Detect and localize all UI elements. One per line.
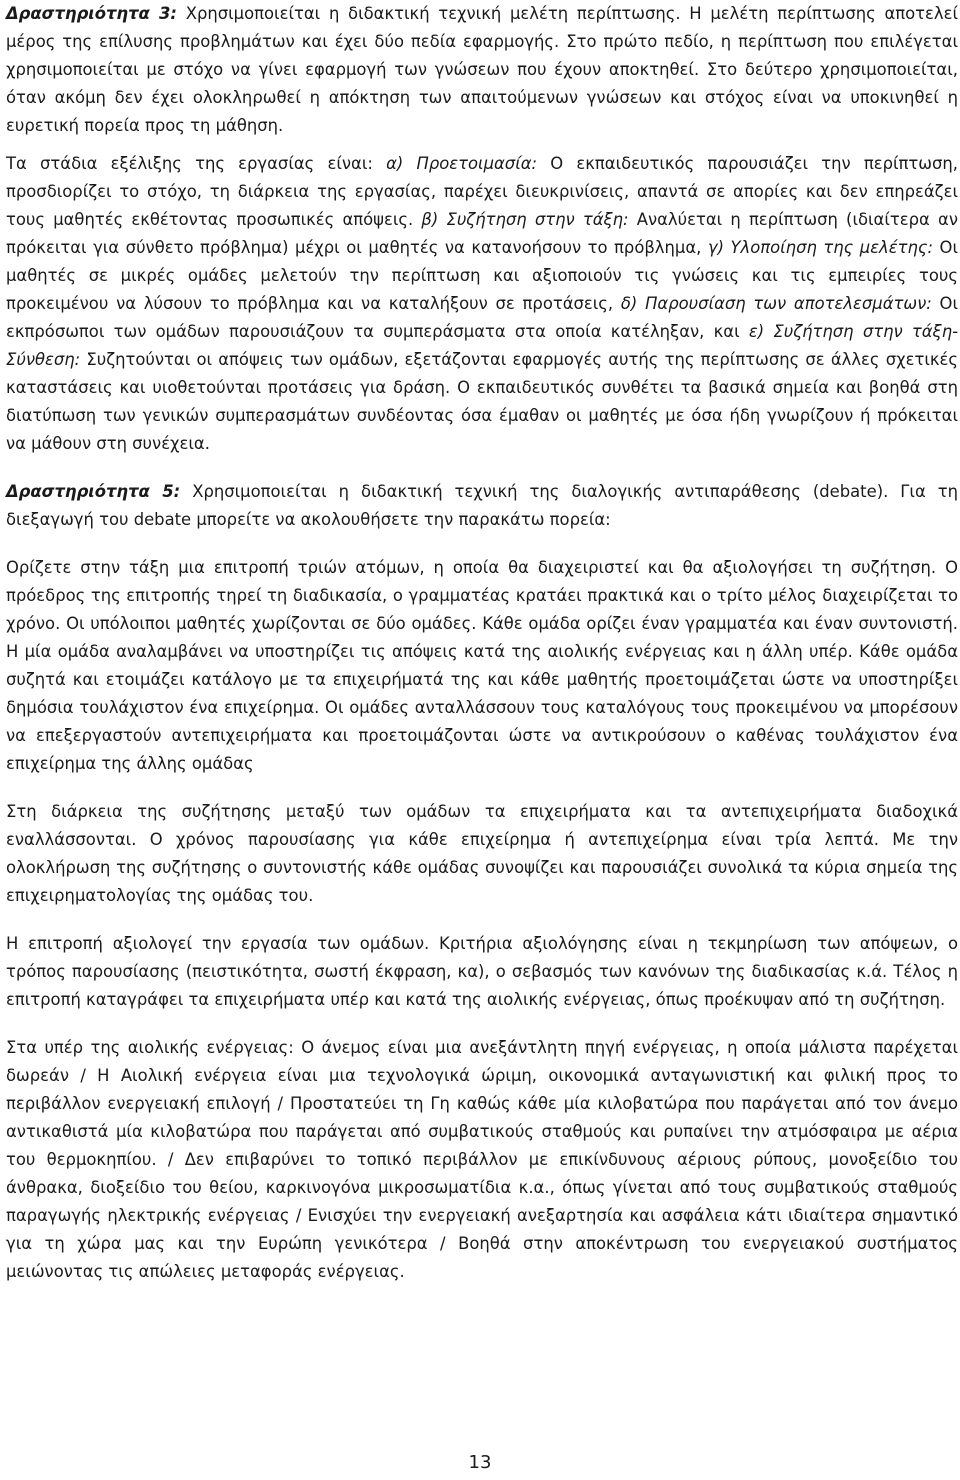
- stages-intro-text: Τα στάδια εξέλιξης της εργασίας είναι:: [6, 154, 387, 173]
- stage-d-label: δ) Παρουσίαση των αποτελεσμάτων:: [620, 294, 932, 313]
- activity5-paragraph: [6, 478, 958, 534]
- stage-e-label: ε) Συζήτηση στην τάξη-Σύνθεση:: [6, 322, 958, 369]
- stage-b-label: β) Συζήτηση στην τάξη:: [421, 210, 629, 229]
- document-page: [6, 0, 958, 1286]
- stage-b-text: Αναλύεται η περίπτωση (ιδιαίτερα αν πρόκειται για σύνθετο πρόβλημα) μέχρι οι μαθητές να κατανοήσουν το πρόβλημα,: [6, 210, 958, 257]
- debate-setup-paragraph: Ορίζετε στην τάξη μια επιτροπή τριών ατόμων, η οποία θα διαχειριστεί και θα αξιολογήσει τη συζήτηση. Ο πρόεδρος της επιτροπής τηρεί τη διαδικασία, ο γραμματέας κρατάει πρακτικά και ο τρίτο μέλος διαχειρίζεται το χρόνο. Οι υπόλοιποι μαθητές χωρίζονται σε δύο ομάδες. Κάθε ομάδα ορίζει έναν γραμματέα και έναν συντονιστή. Η μία ομάδα αναλαμβάνει να υποστηρίζει τις απόψεις κατά της αιολικής ενέργειας και η άλλη υπέρ. Κάθε ομάδα συζητά και ετοιμάζει κατάλογο με τα επιχειρήματά της και κάθε μαθητής προετοιμάζεται ώστε να υποστηρίξει δημόσια τουλάχιστον ένα επιχείρημα. Οι ομάδες ανταλλάσσουν τους καταλόγους τους προκειμένου να μπορέσουν να επεξεργαστούν αντεπιχειρήματα και προετοιμάζονται ώστε να αντικρούσουν ο καθένας τουλάχιστον ένα επιχείρημα της άλλης ομάδας: [6, 558, 958, 773]
- page-number: 13: [468, 1452, 492, 1473]
- debate-discussion-paragraph: Στη διάρκεια της συζήτησης μεταξύ των ομάδων τα επιχειρήματα και τα αντεπιχειρήματα διαδοχικά εναλλάσσονται. Ο χρόνος παρουσίασης για κάθε επιχείρημα ή αντεπιχείρημα είναι τρία λεπτά. Με την ολοκλήρωση της συζήτησης ο συντονιστής κάθε ομάδας συνοψίζει και παρουσιάζει συνολικά τα κύρια σημεία της επιχειρηματολογίας της ομάδας του.: [6, 802, 958, 905]
- activity3-stages-paragraph: [6, 150, 958, 458]
- stage-a-label: α) Προετοιμασία:: [386, 154, 538, 173]
- activity5-label: Δραστηριότητα 5:: [6, 482, 181, 501]
- activity3-label: Δραστηριότητα 3:: [6, 4, 177, 23]
- stage-a-text: Ο εκπαιδευτικός παρουσιάζει την περίπτωση, προσδιορίζει το στόχο, τη διάρκεια της εργασίας, παρέχει διευκρινίσεις, απαντά σε απορίες και δεν επηρεάζει τους μαθητές εκθέτοντας προσωπικές απόψεις.: [6, 154, 958, 229]
- stage-d-text: Οι εκπρόσωποι των ομάδων παρουσιάζουν τα συμπεράσματα στα οποία κατέληξαν, και: [6, 294, 958, 341]
- activity5-intro-text: Χρησιμοποιείται η διδακτική τεχνική της διαλογικής αντιπαράθεσης (debate). Για τη διεξαγωγή του debate μπορείτε να ακολουθήσετε την παρακάτω πορεία:: [6, 482, 958, 529]
- activity3-intro-text: Χρησιμοποιείται η διδακτική τεχνική μελέτη περίπτωσης. Η μελέτη περίπτωσης αποτελεί μέρος της επίλυσης προβλημάτων και έχει δύο πεδία εφαρμογής. Στο πρώτο πεδίο, η περίπτωση που επιλέγεται χρησιμοποιείται με στόχο να γίνει εφαρμογή των γνώσεων που έχουν αποκτηθεί. Στο δεύτερο χρησιμοποιείται, όταν ακόμη δεν έχει ολοκληρωθεί η απόκτηση των απαιτούμενων γνώσεων και στόχος είναι να υποκινηθεί η ευρετική πορεία προς τη μάθηση.: [6, 4, 959, 135]
- activity3-paragraph: [6, 0, 958, 140]
- debate-evaluation-paragraph: Η επιτροπή αξιολογεί την εργασία των ομάδων. Κριτήρια αξιολόγησης είναι η τεκμηρίωση των απόψεων, ο τρόπος παρουσίασης (πειστικότητα, σωστή έκφραση, κα), ο σεβασμός των κανόνων της διαδικασίας κ.ά. Τέλος η επιτροπή καταγράφει τα επιχειρήματα υπέρ και κατά της αιολικής ενέργειας, όπως προέκυψαν από τη συζήτηση.: [6, 934, 958, 1009]
- stage-e-text: Συζητούνται οι απόψεις των ομάδων, εξετάζονται εφαρμογές αυτής της περίπτωσης σε άλλες σχετικές καταστάσεις και υιοθετούνται προτάσεις για δράση. Ο εκπαιδευτικός συνθέτει τα βασικά σημεία και βοηθά στη διατύπωση των γενικών συμπερασμάτων συνδέοντας όσα έμαθαν οι μαθητές με όσα ήδη γνωρίζουν ή πρόκειται να μάθουν στη συνέχεια.: [6, 350, 958, 453]
- stage-c-text: Οι μαθητές σε μικρές ομάδες μελετούν την περίπτωση και αξιοποιούν τις γνώσεις και τις εμπειρίες τους προκειμένου να λύσουν το πρόβλημα και να καταλήξουν σε προτάσεις,: [6, 238, 958, 313]
- stage-c-label: γ) Υλοποίηση της μελέτης:: [707, 238, 934, 257]
- wind-energy-pros-paragraph: Στα υπέρ της αιολικής ενέργειας: Ο άνεμος είναι μια ανεξάντλητη πηγή ενέργειας, η οποία μάλιστα παρέχεται δωρεάν / Η Αιολική ενέργεια είναι μια τεχνολογικά ώριμη, οικονομικά ανταγωνιστική και φιλική προς το περιβάλλον ενεργειακή επιλογή / Προστατεύει τη Γη καθώς κάθε μία κιλοβατώρα που παράγεται από τον άνεμο αντικαθιστά μία κιλοβατώρα που παράγεται από συμβατικούς σταθμούς και ρυπαίνει την ατμόσφαιρα με αέρια του θερμοκηπίου. / Δεν επιβαρύνει το τοπικό περιβάλλον με επικίνδυνους αέριους ρύπους, μονοξείδιο του άνθρακα, διοξείδιο του θείου, καρκινογόνα μικροσωματίδια κ.α., όπως γίνεται από τους συμβατικούς σταθμούς παραγωγής ηλεκτρικής ενέργειας / Ενισχύει την ενεργειακή ανεξαρτησία και ασφάλεια κάτι ιδιαίτερα σημαντικό για τη χώρα μας και την Ευρώπη γενικότερα / Βοηθά στην αποκέντρωση του ενεργειακού συστήματος μειώνοντας τις απώλειες μεταφοράς ενέργειας.: [6, 1038, 958, 1281]
